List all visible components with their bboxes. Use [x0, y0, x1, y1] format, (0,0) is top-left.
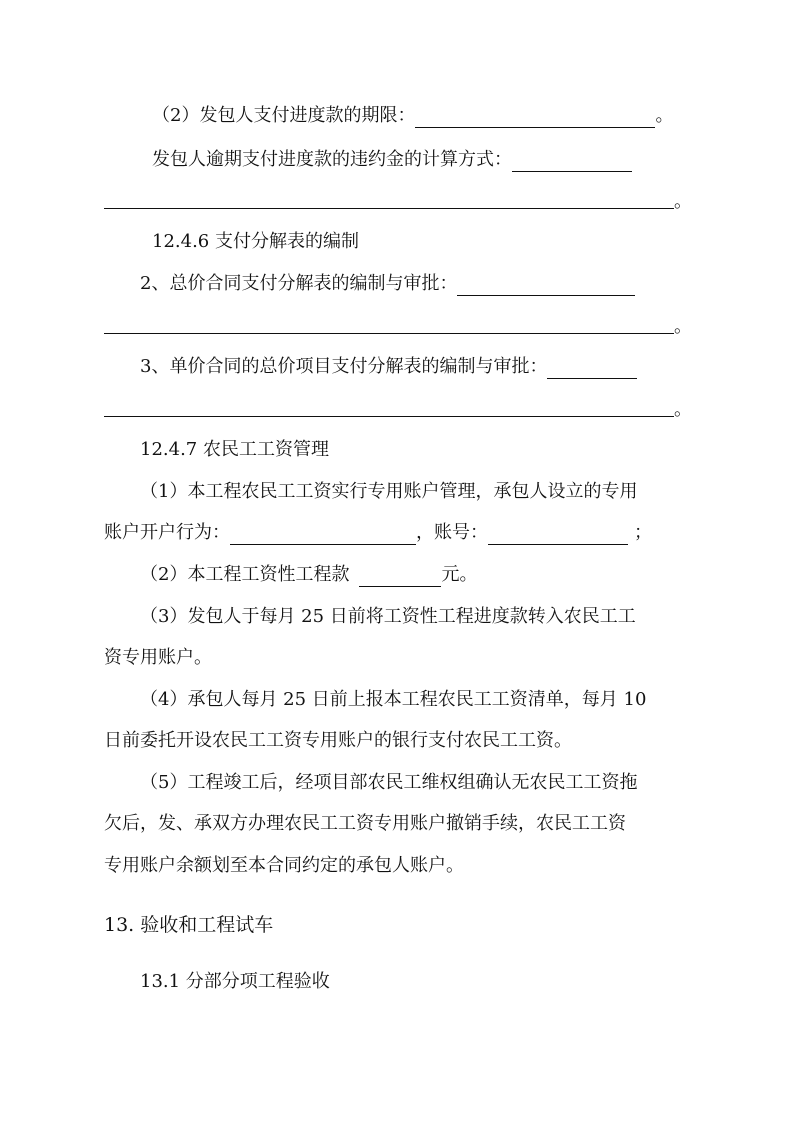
section-13-heading: 13. 验收和工程试车 — [104, 914, 274, 936]
lump-sum-schedule-line — [140, 272, 635, 296]
wage-payment-blank[interactable] — [359, 566, 441, 587]
clause-p4-line-2: 日前委托开设农民工工资专用账户的银行支付农民工工资。 — [104, 730, 572, 751]
unit-price-schedule-end: 。 — [674, 399, 692, 420]
lump-sum-schedule-label: 2、总价合同支付分解表的编制与审批： — [140, 273, 458, 294]
lump-sum-schedule-rule[interactable] — [104, 333, 674, 334]
penalty-method-line — [152, 148, 632, 172]
account-number-blank[interactable] — [488, 524, 628, 545]
penalty-method-rule[interactable] — [104, 208, 674, 209]
unit-price-schedule-rule[interactable] — [104, 416, 674, 417]
wage-payment-label: （2）本工程工资性工程款 — [140, 564, 350, 585]
clause-p5-line-3: 专用账户余额划至本合同约定的承包人账户。 — [104, 855, 464, 876]
clause-p5-line-1: （5）工程竣工后，经项目部农民工维权组确认无农民工工资拖 — [140, 772, 638, 793]
section-13-1-heading: 13.1 分部分项工程验收 — [140, 971, 330, 992]
unit-price-schedule-blank[interactable] — [547, 358, 637, 379]
account-line-end: ； — [634, 522, 652, 543]
wage-account-line-2 — [104, 521, 652, 545]
lump-sum-schedule-end: 。 — [674, 316, 692, 337]
penalty-method-label: 发包人逾期支付进度款的违约金的计算方式： — [152, 149, 512, 170]
payment-deadline-label: （2）发包人支付进度款的期限： — [152, 105, 416, 126]
bank-blank[interactable] — [230, 524, 416, 545]
payment-deadline-blank[interactable] — [415, 107, 655, 128]
unit-price-schedule-label: 3、单价合同的总价项目支付分解表的编制与审批： — [140, 356, 548, 377]
wage-payment-unit: 元。 — [441, 564, 478, 585]
wage-account-line-1: （1）本工程农民工工资实行专用账户管理，承包人设立的专用 — [140, 481, 638, 502]
clause-12-4-6-heading: 12.4.6 支付分解表的编制 — [152, 231, 359, 252]
clause-p3-line-1: （3）发包人于每月 25 日前将工资性工程进度款转入农民工工 — [140, 606, 636, 627]
penalty-method-blank[interactable] — [512, 151, 632, 172]
wage-payment-line — [140, 563, 477, 587]
account-number-label: ，账号： — [416, 522, 488, 543]
unit-price-schedule-line — [140, 355, 637, 379]
clause-p4-line-1: （4）承包人每月 25 日前上报本工程农民工工资清单，每月 10 — [140, 689, 647, 710]
lump-sum-schedule-blank[interactable] — [457, 275, 635, 296]
clause-12-4-7-heading: 12.4.7 农民工工资管理 — [140, 439, 329, 460]
payment-deadline-line — [152, 104, 673, 128]
clause-p3-line-2: 资专用账户。 — [104, 647, 212, 668]
clause-p5-line-2: 欠后，发、承双方办理农民工工资专用账户撤销手续，农民工工资 — [104, 813, 626, 834]
bank-label: 账户开户行为： — [104, 522, 230, 543]
penalty-method-end: 。 — [674, 191, 692, 212]
payment-deadline-end: 。 — [655, 105, 674, 126]
